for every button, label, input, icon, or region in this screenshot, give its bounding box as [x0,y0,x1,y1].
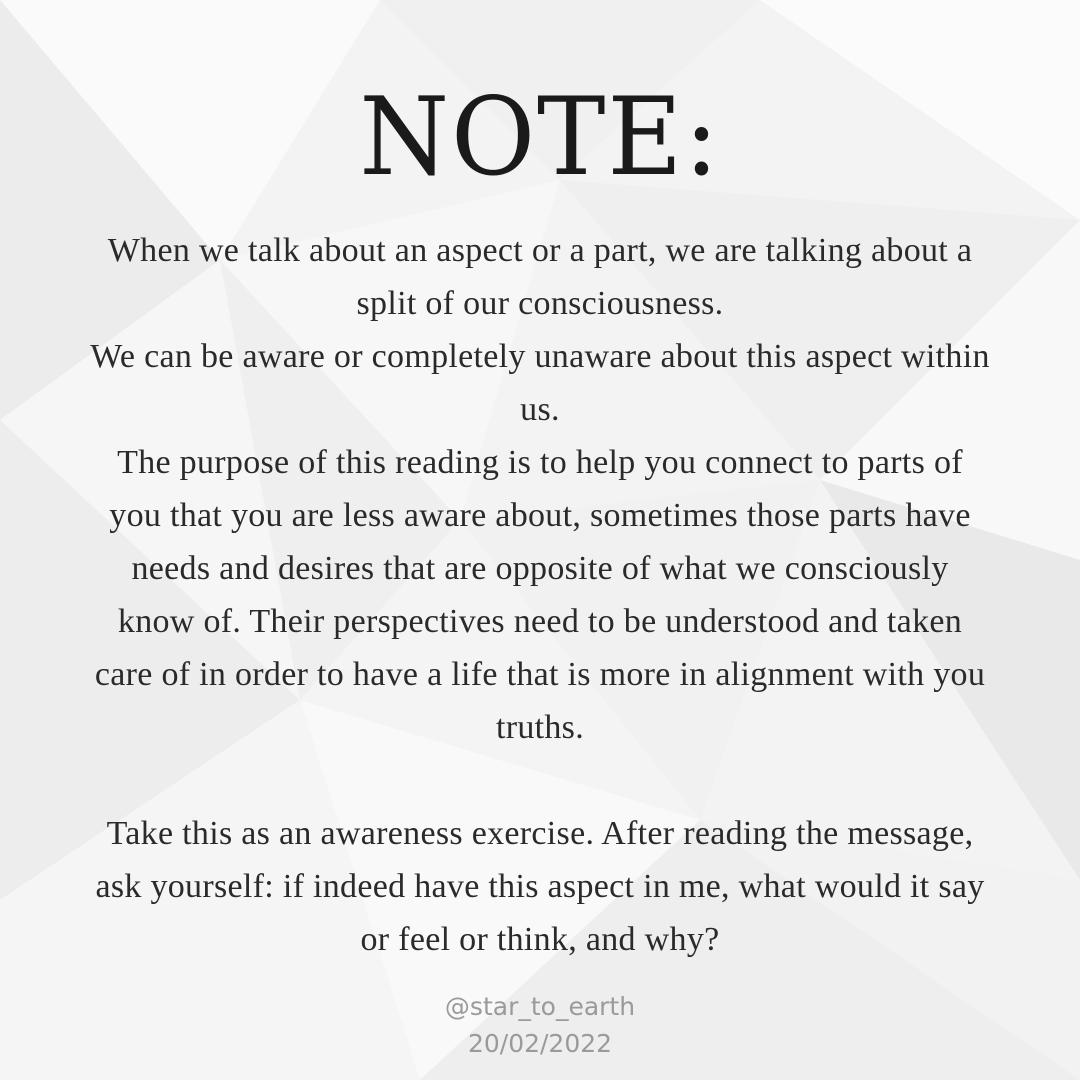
footer [0,988,1080,1062]
paragraph-3: The purpose of this reading is to help you connect to parts of you that you are less aware about, sometimes those parts have needs and desires that are opposite of what we consciously know of. Their perspectives need to be understood and taken care of in order to have a life that is more in alignment with you truths. [94,444,986,746]
author-handle: @star_to_earth [444,992,636,1021]
note-body [90,224,990,966]
page-title: NOTE: [359,75,721,200]
paragraph-4: Take this as an awareness exercise. After reading the message, ask yourself: if indeed have this aspect in me, what would it say or feel or think, and why? [95,815,985,958]
post-date: 20/02/2022 [467,1029,613,1058]
paragraph-1: When we talk about an aspect or a part, we are talking about a split of our consciousness. [107,232,973,322]
paragraph-spacer [90,754,990,807]
paragraph-2: We can be aware or completely unaware about this aspect within us. [90,338,990,428]
